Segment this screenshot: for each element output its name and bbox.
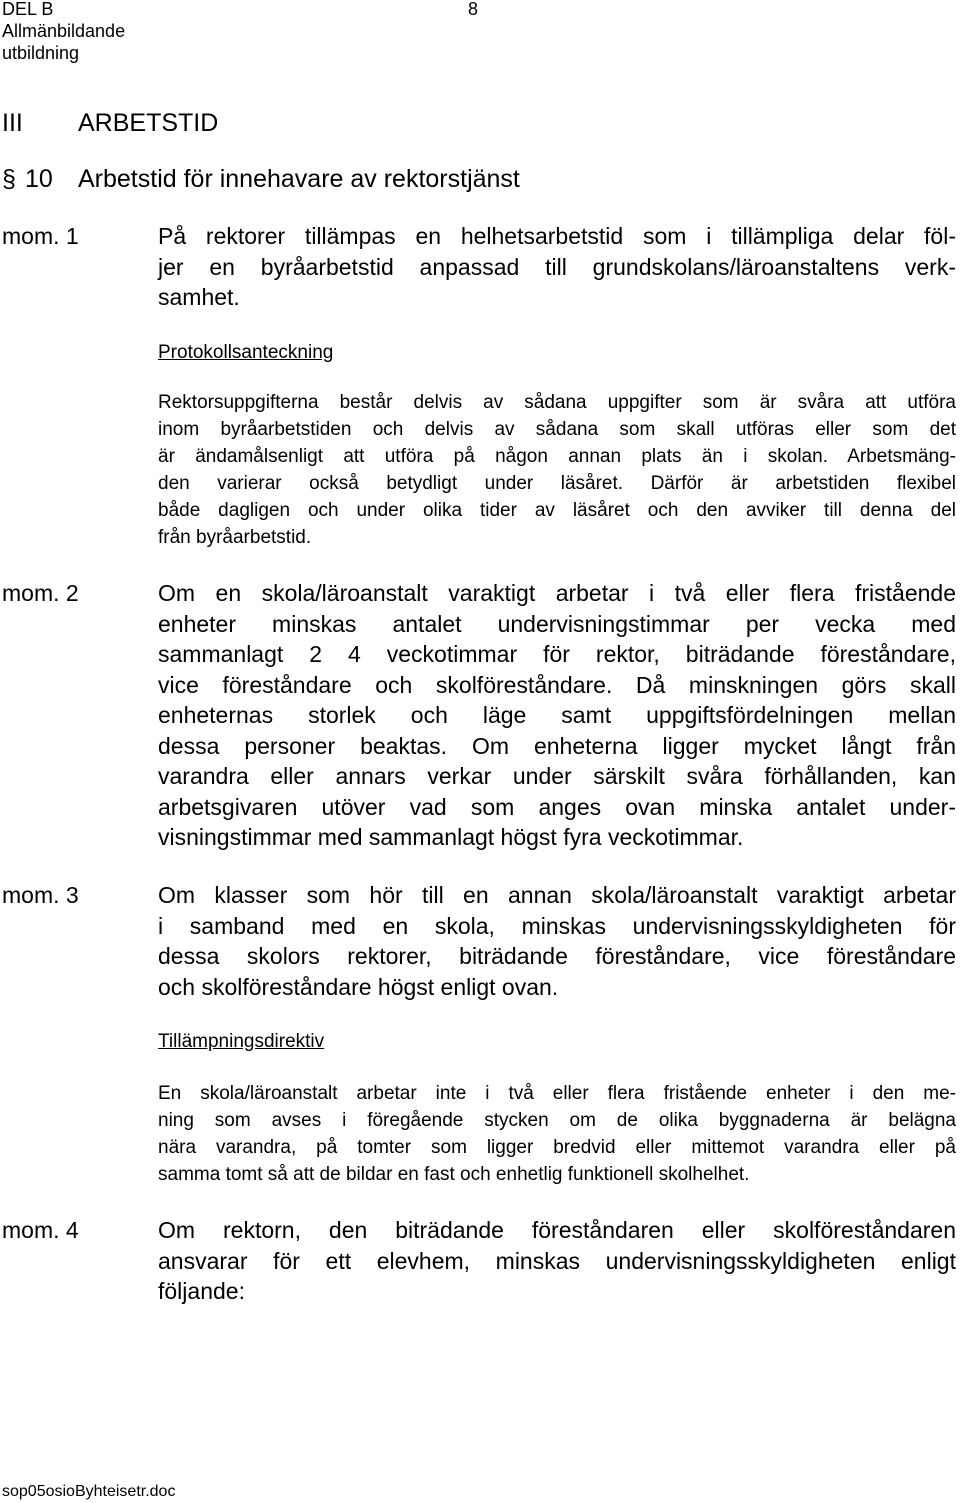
- directive-line: En skola/läroanstalt arbetar inte i två eller flera fristående enheter i den me-: [158, 1083, 956, 1104]
- mom-4-paragraph: [158, 1215, 956, 1307]
- chapter-number: III: [2, 109, 23, 137]
- paragraph-line: enheternas storlek och läge samt uppgiftsfördelningen mellan: [158, 702, 956, 728]
- note-line: Rektorsuppgifterna består delvis av sådana uppgifter som är svåra att utföra: [158, 392, 956, 413]
- paragraph-line: dessa personer beaktas. Om enheterna ligger mycket långt från: [158, 732, 956, 759]
- directive-line: samma tomt så att de bildar en fast och enhetlig funktionell skolhelhet.: [158, 1164, 750, 1185]
- protocol-note-heading: Protokollsanteckning: [158, 342, 334, 363]
- paragraph-line: följande:: [158, 1278, 245, 1304]
- directive-heading: Tillämpningsdirektiv: [158, 1031, 325, 1052]
- header-part: DEL B: [2, 0, 54, 19]
- paragraph-line: Om rektorn, den biträdande föreståndaren eller skolföreståndaren: [158, 1217, 956, 1243]
- mom-4-label: mom. 4: [2, 1217, 79, 1243]
- directive-line: ning som avses i föregående stycken om de olika byggnaderna är belägna: [158, 1110, 956, 1131]
- paragraph-line: vice föreståndare och skolföreståndare. Då minskningen görs skall: [158, 671, 956, 698]
- protocol-note-paragraph: [158, 389, 956, 551]
- paragraph-line: Om klasser som hör till en annan skola/läroanstalt varaktigt arbetar: [158, 882, 956, 908]
- section-symbol: §: [2, 165, 16, 193]
- mom-1-paragraph: [158, 221, 956, 313]
- paragraph-line: varandra eller annars verkar under särskilt svåra förhållanden, kan: [158, 763, 956, 789]
- note-line: från byråarbetstid.: [158, 527, 312, 548]
- section-number: 10: [25, 165, 53, 193]
- mom-2-label: mom. 2: [2, 580, 79, 606]
- note-line: den varierar också betydligt under läsåret. Därför är arbetstiden flexibel: [158, 473, 956, 494]
- note-line: är ändamålsenligt att utföra på någon annan plats än i skolan. Arbetsmäng-: [158, 446, 956, 467]
- paragraph-line: På rektorer tillämpas en helhetsarbetstid som i tillämpliga delar föl-: [158, 223, 956, 249]
- paragraph-line: jer en byråarbetstid anpassad till grundskolans/läroanstaltens verk-: [158, 253, 956, 280]
- note-line: både dagligen och under olika tider av läsåret och den avviker till denna del: [158, 500, 956, 521]
- directive-line: nära varandra, på tomter som ligger bredvid eller mittemot varandra eller på: [158, 1137, 956, 1158]
- paragraph-line: i samband med en skola, minskas undervisningsskyldigheten för: [158, 912, 956, 939]
- paragraph-line: arbetsgivaren utöver vad som anges ovan minska antalet under-: [158, 793, 956, 820]
- mom-3-paragraph: [158, 880, 956, 1002]
- header-title-line2: utbildning: [2, 43, 80, 63]
- paragraph-line: samhet.: [158, 284, 240, 310]
- paragraph-line: Om en skola/läroanstalt varaktigt arbetar i två eller flera fristående: [158, 580, 956, 606]
- mom-3-label: mom. 3: [2, 882, 79, 908]
- paragraph-line: och skolföreståndare högst enligt ovan.: [158, 973, 559, 1000]
- paragraph-line: visningstimmar med sammanlagt högst fyra veckotimmar.: [158, 824, 744, 850]
- paragraph-line: sammanlagt 2 4 veckotimmar för rektor, biträdande föreståndare,: [158, 641, 956, 667]
- paragraph-line: enheter minskas antalet undervisningstimmar per vecka med: [158, 610, 956, 637]
- header-title-line1: Allmänbildande: [2, 21, 126, 41]
- mom-2-paragraph: [158, 578, 956, 853]
- mom-1-label: mom. 1: [2, 223, 79, 249]
- chapter-title: ARBETSTID: [78, 109, 219, 137]
- directive-paragraph: [158, 1080, 956, 1188]
- section-title: Arbetstid för innehavare av rektorstjänst: [78, 165, 520, 193]
- note-line: inom byråarbetstiden och delvis av sådana som skall utföras eller som det: [158, 419, 956, 440]
- paragraph-line: dessa skolors rektorer, biträdande föreståndare, vice föreståndare: [158, 943, 956, 969]
- footer-filename: sop05osioByhteisetr.doc: [2, 1483, 176, 1500]
- page-number: 8: [468, 0, 479, 19]
- paragraph-line: ansvarar för ett elevhem, minskas undervisningsskyldigheten enligt: [158, 1247, 956, 1274]
